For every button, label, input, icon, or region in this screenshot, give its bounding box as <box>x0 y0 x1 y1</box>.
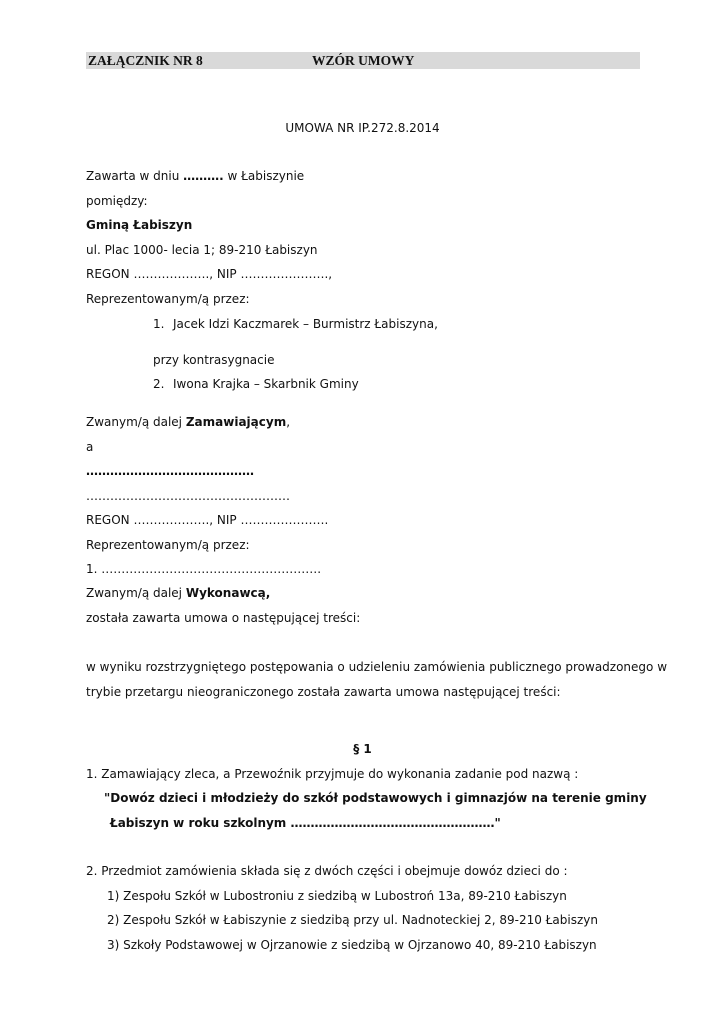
header-attachment-label: ZAŁĄCZNIK NR 8 <box>88 53 203 68</box>
para1-line1: w wyniku rozstrzygniętego postępowania o udzieleniu zamówienia publicznego prowadzonego w <box>86 660 668 674</box>
section-heading: § 1 <box>353 742 372 756</box>
and-line: a <box>86 440 94 454</box>
rep1-text: Jacek Idzi Kaczmarek – Burmistrz Łabiszyna, <box>173 317 438 331</box>
rep1-number: 1. <box>153 317 165 331</box>
countersign-line: przy kontrasygnacie <box>153 353 275 367</box>
task-title-line1: "Dowóz dzieci i młodzieży do szkół podstawowych i gimnazjów na terenie gminy <box>104 791 647 805</box>
represented-by: Reprezentowanym/ą przez: <box>86 292 250 306</box>
called-line <box>86 414 290 430</box>
item1-line: 1. Zamawiający zleca, a Przewoźnik przyjmuje do wykonania zadanie pod nazwą : <box>86 767 579 781</box>
concluded-suffix: w Łabiszynie <box>223 169 305 183</box>
sub-item-1: 1) Zespołu Szkół w Lubostroniu z siedzibą w Lubostroń 13a, 89-210 Łabiszyn <box>107 889 567 903</box>
called2-role: Wykonawcą, <box>185 586 271 600</box>
called2-prefix: Zwanym/ą dalej <box>86 586 186 600</box>
header-template-label: WZÓR UMOWY <box>312 53 415 68</box>
party1-ids: REGON ………………., NIP …………………., <box>86 267 333 281</box>
party2-ids: REGON ………………., NIP …………………. <box>86 513 329 527</box>
contract-title: UMOWA NR IP.272.8.2014 <box>285 121 440 135</box>
called-role: Zamawiającym <box>185 415 287 429</box>
party2-address: …………………………………………… <box>86 489 290 503</box>
between-line: pomiędzy: <box>86 194 148 208</box>
rep2-number: 2. <box>153 377 165 391</box>
para1-line2: trybie przetargu nieograniczonego została zawarta umowa następującej treści: <box>86 685 561 699</box>
called2-line <box>86 585 270 601</box>
concluded-date: ………. <box>183 169 224 183</box>
represented-by-2: Reprezentowanym/ą przez: <box>86 538 250 552</box>
task-title-line2: Łabiszyn w roku szkolnym ……………………………………………" <box>110 816 501 830</box>
called-suffix: , <box>286 415 291 429</box>
party1-name: Gminą Łabiszyn <box>86 218 193 232</box>
concluded-content-line: została zawarta umowa o następującej treści: <box>86 611 361 625</box>
sub-item-3: 3) Szkoły Podstawowej w Ojrzanowie z siedzibą w Ojrzanowo 40, 89-210 Łabiszyn <box>107 938 597 952</box>
party2-name: …………………………………… <box>86 464 254 478</box>
sub-item-2: 2) Zespołu Szkół w Łabiszynie z siedzibą przy ul. Nadnoteckiej 2, 89-210 Łabiszyn <box>107 913 598 927</box>
concluded-prefix: Zawarta w dniu <box>86 169 184 183</box>
called-prefix: Zwanym/ą dalej <box>86 415 186 429</box>
rep2-text: Iwona Krajka – Skarbnik Gminy <box>173 377 359 391</box>
rep3-line: 1. ………………………………………………. <box>86 562 322 576</box>
item2-line: 2. Przedmiot zamówienia składa się z dwóch części i obejmuje dowóz dzieci do : <box>86 864 568 878</box>
party1-address: ul. Plac 1000- lecia 1; 89-210 Łabiszyn <box>86 243 318 257</box>
concluded-line <box>86 168 304 184</box>
